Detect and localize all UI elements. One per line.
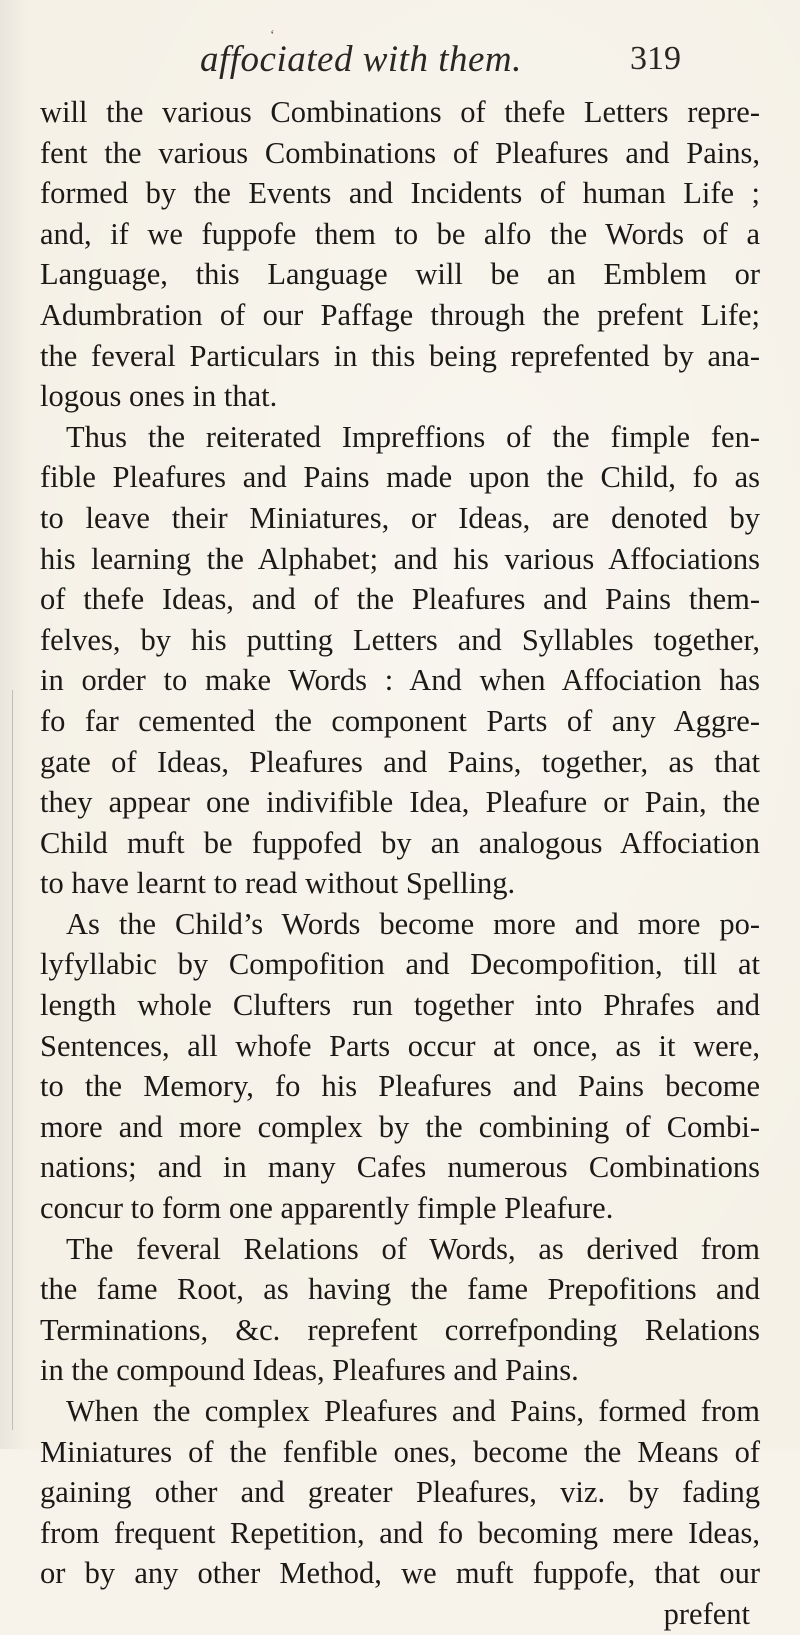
catchword: prefent [663,1596,750,1631]
text-line: more and more complex by the combining of Combi- [40,1109,760,1144]
text-line: Adumbration of our Paffage through the prefent Life; [40,297,760,332]
text-line: and, if we fuppofe them to be alfo the Words of a [40,216,760,251]
text-line: to have learnt to read without Spelling. [40,866,516,901]
text-line: the feveral Particulars in this being reprefented by ana- [40,338,760,373]
text-line: Sentences, all whofe Parts occur at once, as it were, [40,1028,760,1063]
running-head: affociated with them. [200,39,522,80]
text-line: Language, this Language will be an Emblem or [40,257,760,292]
text-line: nations; and in many Cafes numerous Combinations [40,1150,760,1185]
stray-mark: ‘ [270,28,275,43]
text-line: Thus the reiterated Impreffions of the fimple fen- [66,419,760,454]
text-line: Miniatures of the fenfible ones, become the Means of [40,1434,760,1469]
text-line: fent the various Combinations of Pleafures and Pains, [40,135,760,170]
text-line: formed by the Events and Incidents of human Life ; [40,176,760,211]
text-line: As the Child’s Words become more and more po- [66,906,760,941]
text-line: in the compound Ideas, Pleafures and Pains. [40,1353,579,1388]
text-line: Terminations, &c. reprefent correfponding Relations [40,1312,760,1347]
page-number: 319 [630,40,681,77]
text-line: fo far cemented the component Parts of any Aggre- [40,703,760,738]
text-line: from frequent Repetition, and fo becoming mere Ideas, [40,1515,760,1550]
text-line: The feveral Relations of Words, as derived from [66,1231,760,1266]
text-line: gaining other and greater Pleafures, viz. by fading [40,1475,760,1510]
body-text [40,92,760,1635]
text-line: the fame Root, as having the fame Prepofitions and [40,1272,760,1307]
text-line: of thefe Ideas, and of the Pleafures and Pains them- [40,582,760,617]
text-line: gate of Ideas, Pleafures and Pains, together, as that [40,744,760,779]
text-line: fible Pleafures and Pains made upon the Child, fo as [40,460,760,495]
gutter-shadow [0,0,28,1449]
text-line: to the Memory, fo his Pleafures and Pains become [40,1069,760,1104]
text-line: to leave their Miniatures, or Ideas, are denoted by [40,500,760,535]
text-line: logous ones in that. [40,379,278,414]
text-line: in order to make Words : And when Affociation has [40,663,760,698]
text-line: they appear one indivifible Idea, Pleafure or Pain, the [40,785,760,820]
text-line: or by any other Method, we muft fuppofe, that our [40,1556,760,1591]
gutter-line [12,690,13,1430]
text-line: Child muft be fuppofed by an analogous Affociation [40,825,760,860]
text-line: When the complex Pleafures and Pains, formed from [66,1394,760,1428]
text-line: felves, by his putting Letters and Syllables together, [40,622,760,657]
text-line: length whole Clufters run together into Phrafes and [40,988,760,1023]
text-line: will the various Combinations of thefe Letters repre- [40,95,760,129]
text-line: his learning the Alphabet; and his various Affociations [40,541,760,576]
text-line: concur to form one apparently fimple Pleafure. [40,1191,614,1226]
page-header [0,24,800,84]
text-line: lyfyllabic by Compofition and Decompofition, till at [40,947,760,982]
